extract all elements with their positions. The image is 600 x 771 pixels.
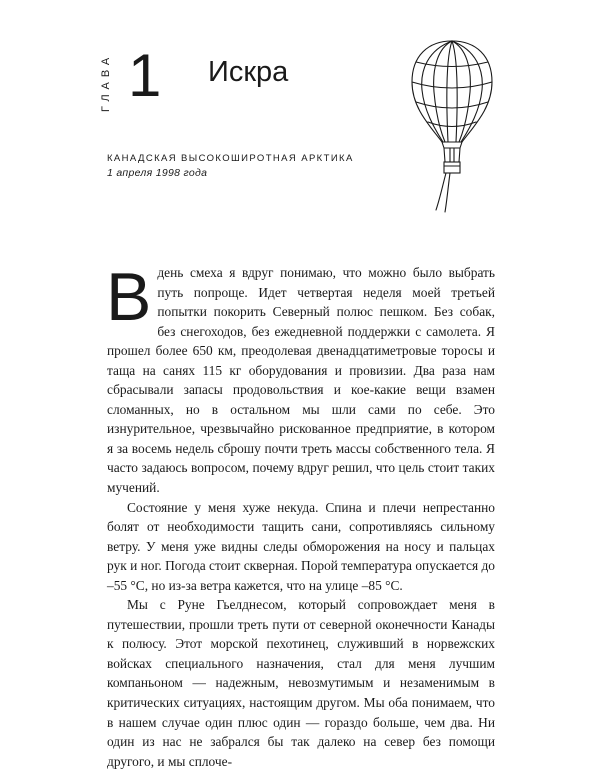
chapter-label: ГЛАВА (100, 52, 112, 112)
chapter-body (106, 259, 495, 771)
paragraph-text: день смеха я вдруг понимаю, что можно было выбрать путь попроще. Идет четвертая неделя моей третьей попытки покорить Северный полюс пешком. Без собак, без снегоходов, без ежедневной поддержки с самолета. Я прошел более 650 км, преодолевая двенадцатиметровые торосы и таща на санях 115 кг оборудования и провизии. Два раза нам сбрасывали запасы продовольствия и кое-какие вещи взамен сломанных, но в остальном мы шли сами по себе. Это изнурительное, чрезвычайно рискованное предприятие, в котором я за восемь недель сброшу почти треть массы собственного тела. Я часто задаюсь вопросом, почему вдруг решил, что цель стоит таких мучений. (107, 265, 495, 496)
chapter-title: Искра (208, 56, 289, 88)
paragraph (106, 259, 495, 498)
chapter-location: КАНАДСКАЯ ВЫСОКОШИРОТНАЯ АРКТИКА (107, 153, 354, 164)
hot-air-balloon-icon (410, 38, 494, 214)
paragraph-text: Мы с Руне Гьелднесом, который сопровождает меня в путешествии, прошли треть пути от северной оконечности Канады к полюсу. Этот морской пехотинец, служивший в норвежских войсках специального назначения, стал для меня лучшим компаньоном — надежным, невозмутимым и незаменимым в критических ситуациях, настоящим другом. Мы оба понимаем, что в нашем случае один плюс один — гораздо больше, чем два. Ни один из нас не забрался бы так далеко на север без помощи другого, и мы сплоче- (107, 597, 495, 769)
paragraph (107, 498, 495, 596)
paragraph-text: Состояние у меня хуже некуда. Спина и плечи непрестанно болят от необходимости тащить сани, сопротивляясь сильному ветру. У меня уже видны следы обморожения на носу и пальцах рук и ног. Погода стоит скверная. Порой температура опускается до –55 °С, но из-за ветра кажется, что на улице –85 °С. (107, 499, 495, 593)
chapter-number: 1 (128, 42, 162, 109)
chapter-date: 1 апреля 1998 года (107, 167, 208, 179)
drop-cap: В (106, 259, 152, 335)
paragraph (107, 595, 495, 771)
